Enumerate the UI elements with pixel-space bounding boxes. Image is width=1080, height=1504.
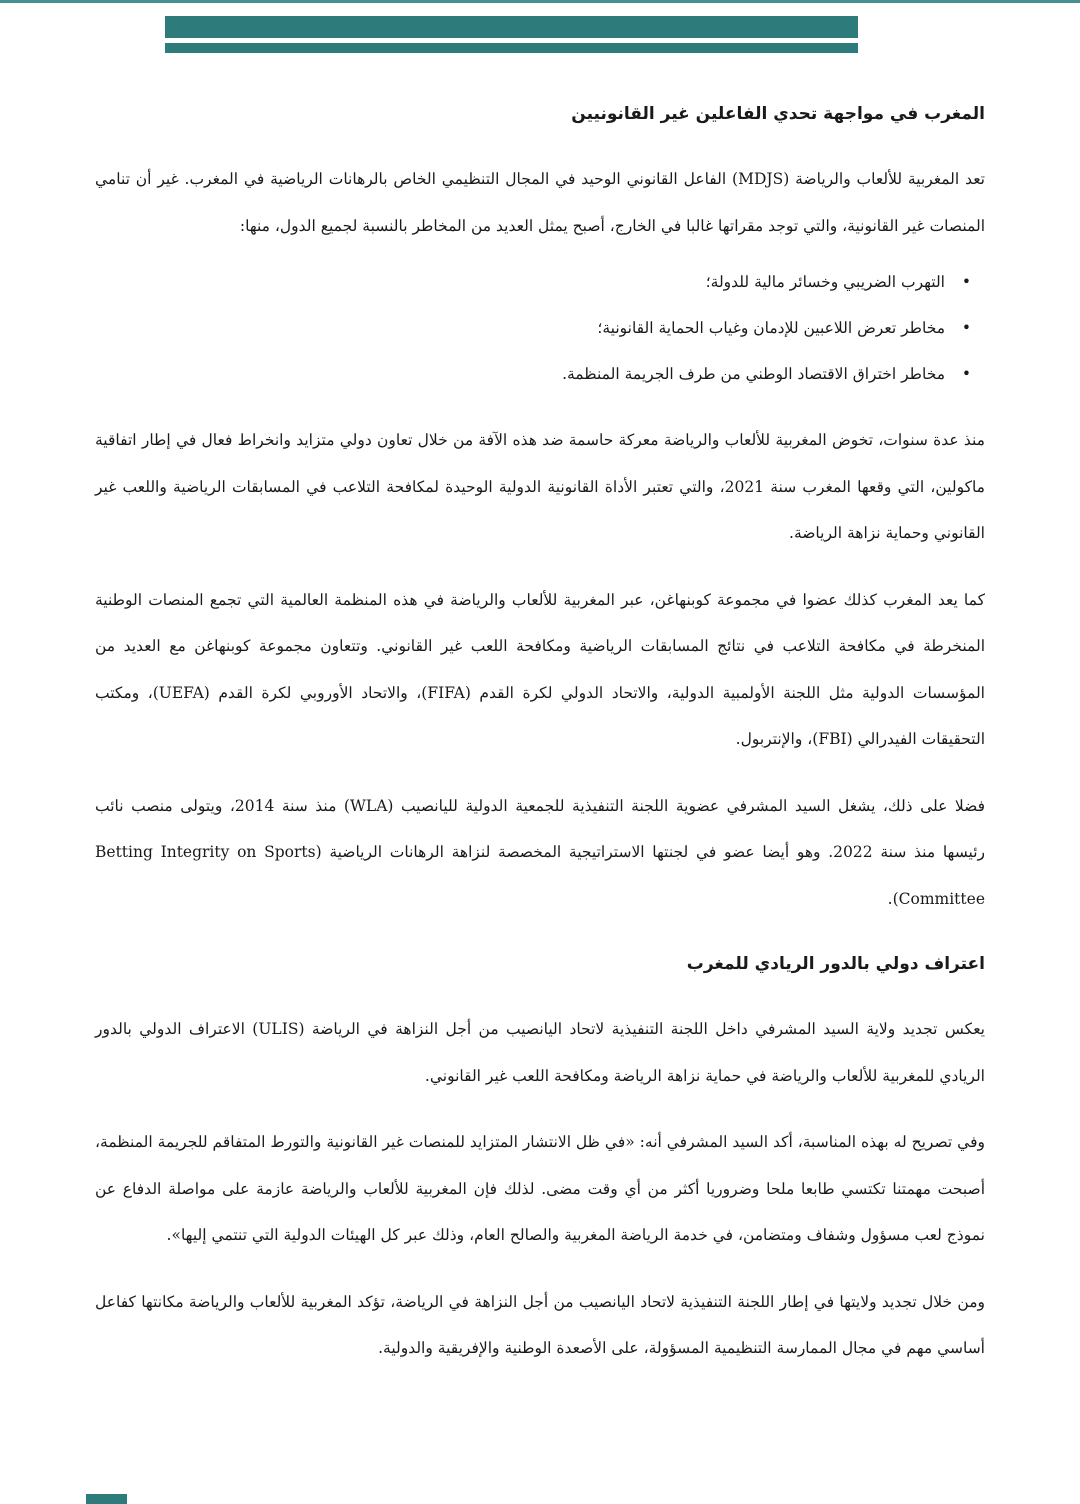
top-border-line bbox=[0, 0, 1080, 3]
paragraph-mdjs-intro: تعد المغربية للألعاب والرياضة (MDJS) الفاعل القانوني الوحيد في المجال التنظيمي الخاص بالرهانات الرياضية في المغرب. غير أن تنامي المنصات غير القانونية، والتي توجد مقراتها غالبا في الخارج، أصبح يمثل العديد من المخاطر بالنسبة لجميع الدول، منها: bbox=[95, 170, 985, 235]
list-item-text: مخاطر اختراق الاقتصاد الوطني من طرف الجريمة المنظمة. bbox=[562, 365, 945, 383]
bullet-icon: • bbox=[961, 365, 971, 383]
list-item bbox=[95, 259, 971, 305]
risks-list bbox=[95, 259, 985, 397]
paragraph-wla-membership: فضلا على ذلك، يشغل السيد المشرفي عضوية اللجنة التنفيذية للجمعية الدولية لليانصيب (WLA) منذ سنة 2014، ويتولى منصب نائب رئيسها منذ سنة 2022. وهو أيضا عضو في لجنتها الاستراتيجية المخصصة لنزاهة الرهانات الرياضية (Betting Integrity on Sports Committee). bbox=[95, 796, 985, 908]
list-item bbox=[95, 351, 971, 397]
bullet-icon: • bbox=[961, 273, 971, 291]
paragraph-macolin-convention: منذ عدة سنوات، تخوض المغربية للألعاب والرياضة معركة حاسمة ضد هذه الآفة من خلال تعاون دولي متزايد وانخراط فعال في إطار اتفاقية ماكولين، التي وقعها المغرب سنة 2021، والتي تعتبر الأداة القانونية الدولية الوحيدة لمكافحة التلاعب في المسابقات الرياضية واللعب غير القانوني وحماية نزاهة الرياضة. bbox=[95, 431, 985, 542]
list-item-text: التهرب الضريبي وخسائر مالية للدولة؛ bbox=[705, 273, 945, 291]
bullet-icon: • bbox=[961, 319, 971, 337]
section-title-international-recognition: اعتراف دولي بالدور الريادي للمغرب bbox=[686, 954, 985, 974]
section-title-morocco-illegal-operators: المغرب في مواجهة تحدي الفاعلين غير القانونيين bbox=[571, 104, 985, 124]
list-item-text: مخاطر تعرض اللاعبين للإدمان وغياب الحماية القانونية؛ bbox=[597, 319, 945, 337]
article-content bbox=[95, 92, 985, 1392]
paragraph-quote-statement: وفي تصريح له بهذه المناسبة، أكد السيد المشرفي أنه: «في ظل الانتشار المتزايد للمنصات غير القانونية والتورط المتفاقم للجريمة المنظمة، أصبحت مهمتنا تكتسي طابعا ملحا وضروريا أكثر من أي وقت مضى. لذلك فإن المغربية للألعاب والرياضة عازمة على مواصلة الدفاع عن نموذج لعب مسؤول وشفاف ومتضامن، في خدمة الرياضة المغربية والصالح العام، وذلك عبر كل الهيئات الدولية التي تنتمي إليها». bbox=[95, 1133, 985, 1244]
footer-page-mark bbox=[86, 1494, 127, 1504]
header-band-thin bbox=[165, 43, 858, 53]
header-band-thick bbox=[165, 16, 858, 38]
list-item bbox=[95, 305, 971, 351]
paragraph-conclusion: ومن خلال تجديد ولايتها في إطار اللجنة التنفيذية لاتحاد اليانصيب من أجل النزاهة في الرياضة، تؤكد المغربية للألعاب والرياضة مكانتها كفاعل أساسي مهم في مجال الممارسة التنظيمية المسؤولة، على الأصعدة الوطنية والإفريقية والدولية. bbox=[95, 1292, 985, 1357]
paragraph-copenhagen-group: كما يعد المغرب كذلك عضوا في مجموعة كوبنهاغن، عبر المغربية للألعاب والرياضة في هذه المنظمة العالمية التي تجمع المنصات الوطنية المنخرطة في مكافحة التلاعب في نتائج المسابقات الرياضية ومكافحة اللعب غير القانوني. وتتعاون مجموعة كوبنهاغن مع العديد من المؤسسات الدولية مثل اللجنة الأولمبية الدولية، والاتحاد الدولي لكرة القدم (FIFA)، والاتحاد الأوروبي لكرة القدم (UEFA)، ومكتب التحقيقات الفيدرالي (FBI)، والإنتربول. bbox=[95, 590, 985, 748]
paragraph-ulis-renewal: يعكس تجديد ولاية السيد المشرفي داخل اللجنة التنفيذية لاتحاد اليانصيب من أجل النزاهة في الرياضة (ULIS) الاعتراف الدولي بالدور الريادي للمغربية للألعاب والرياضة في حماية نزاهة الرياضة ومكافحة اللعب غير القانوني. bbox=[95, 1020, 985, 1085]
